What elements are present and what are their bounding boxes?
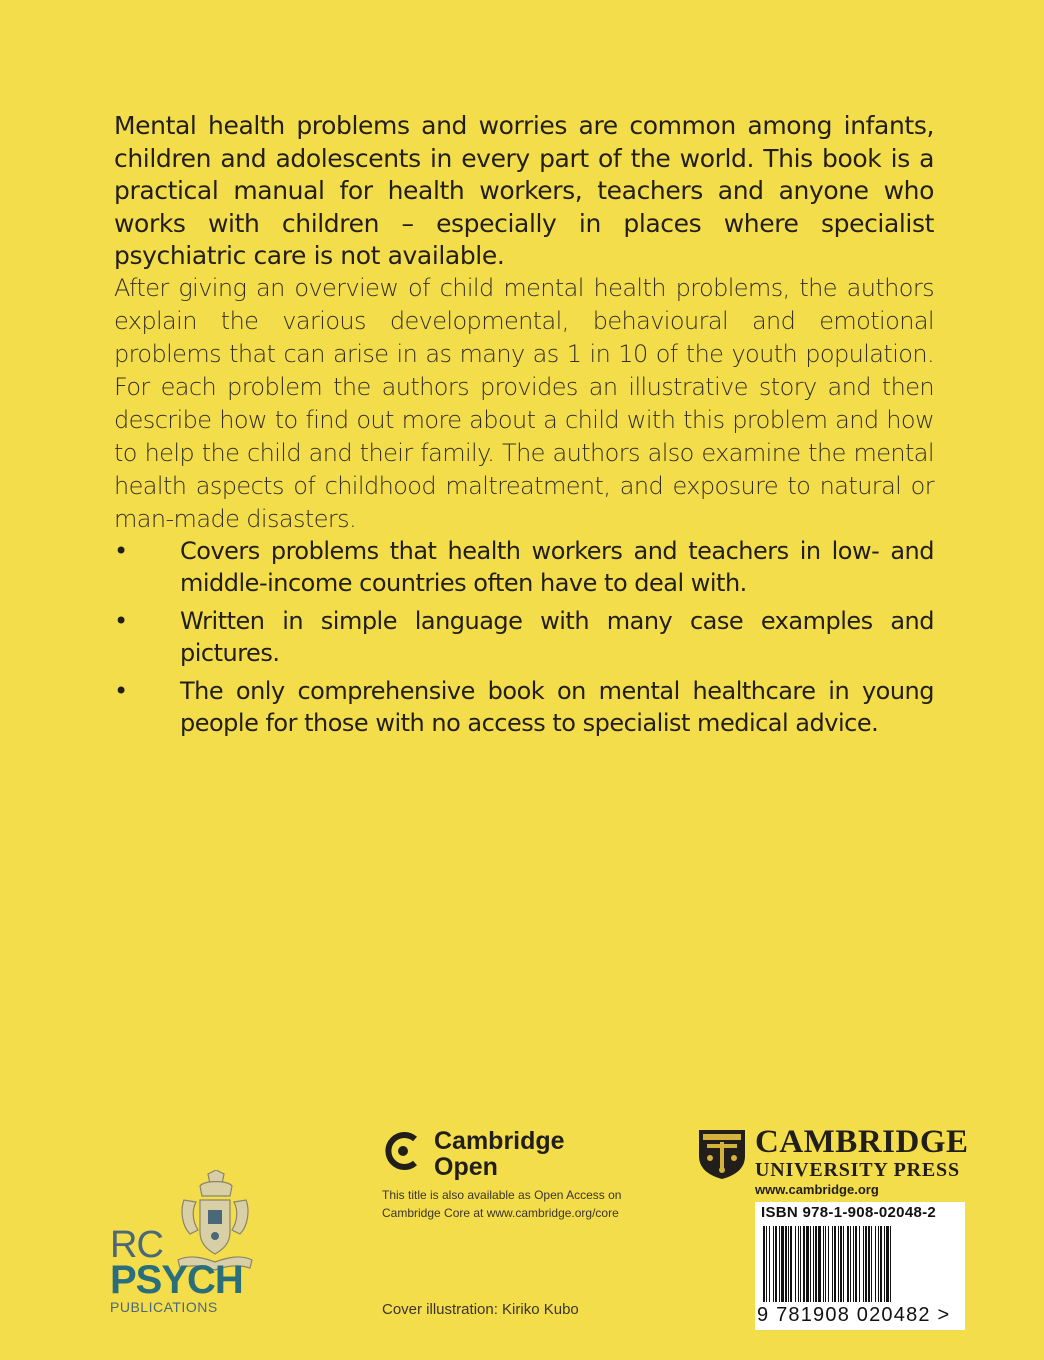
rcpsych-publications-logo: [110, 1170, 270, 1320]
barcode-bar: [863, 1226, 864, 1302]
barcode-bar: [813, 1226, 814, 1302]
barcode-bar: [810, 1226, 811, 1302]
barcode-bar: [878, 1226, 879, 1302]
barcode-bar: [788, 1226, 789, 1302]
barcode-icon: [761, 1226, 959, 1302]
barcode-bar: [859, 1226, 860, 1302]
barcode-bar: [825, 1226, 826, 1302]
description-paragraph: After giving an overview of child mental health problems, the authors explain the various developmental, behavioural and emotional problems that can arise in as many as 1 in 10 of the youth population. For each problem the authors provides an illustrative story and then describe how to find out more about a child with this problem and how to help the child and their family. The authors also examine the mental health aspects of childhood maltreatment, and exposure to natural or man-made disasters.: [114, 274, 934, 533]
barcode-bar: [800, 1226, 801, 1302]
barcode-bar: [855, 1226, 857, 1302]
list-item: [114, 675, 934, 739]
cambridge-open-line1: Cambridge: [434, 1127, 565, 1155]
isbn-barcode: [755, 1202, 965, 1330]
barcode-bar: [775, 1226, 777, 1302]
barcode-bar: [769, 1226, 770, 1302]
barcode-bar: [818, 1226, 821, 1302]
barcode-bar: [838, 1226, 839, 1302]
cambridge-shield-icon: [697, 1128, 747, 1180]
barcode-bar: [803, 1226, 805, 1302]
barcode-bar: [886, 1226, 889, 1302]
open-access-note-line2: Cambridge Core at www.cambridge.org/core: [382, 1206, 619, 1220]
barcode-bar: [779, 1226, 780, 1302]
publications-text: PUBLICATIONS: [110, 1299, 218, 1315]
barcode-bar: [850, 1226, 851, 1302]
list-item: [114, 605, 934, 669]
publisher-subtitle: UNIVERSITY PRESS: [755, 1159, 960, 1181]
intro-paragraph: Mental health problems and worries are common among infants, children and adolescents in every part of the world. This book is a practical manual for health workers, teachers and anyone who works with children – especially in places where specialist psychiatric care is not available.: [114, 111, 934, 270]
barcode-bar: [890, 1226, 891, 1302]
barcode-bar: [790, 1226, 792, 1302]
barcode-bar: [840, 1226, 842, 1302]
bullet-marker: •: [114, 677, 128, 705]
list-item-text: The only comprehensive book on mental healthcare in young people for those with no access to specialist medical advice.: [180, 677, 934, 737]
bullet-marker: •: [114, 537, 128, 565]
barcode-number: 9 781908 020482 >: [757, 1304, 951, 1326]
psych-text: PSYCH: [110, 1258, 243, 1302]
cover-illustration-credit: Cover illustration: Kiriko Kubo: [382, 1301, 579, 1318]
barcode-bar: [871, 1226, 872, 1302]
barcode-bar: [773, 1226, 774, 1302]
barcode-bar: [884, 1226, 885, 1302]
cambridge-open-title: [434, 1128, 565, 1180]
open-access-note-line1: This title is also available as Open Access on: [382, 1188, 622, 1202]
barcode-bar: [828, 1226, 829, 1302]
barcode-bar: [847, 1226, 849, 1302]
barcode-bar: [815, 1226, 817, 1302]
barcode-bar: [868, 1226, 870, 1302]
barcode-bar: [880, 1226, 882, 1302]
list-item-text: Written in simple language with many case examples and pictures.: [180, 607, 934, 667]
list-item-text: Covers problems that health workers and teachers in low- and middle-income countries often have to deal with.: [180, 537, 934, 597]
barcode-bar: [806, 1226, 809, 1302]
open-access-note: [382, 1186, 621, 1222]
barcode-bar: [875, 1226, 876, 1302]
bullet-marker: •: [114, 607, 128, 635]
publisher-name: CAMBRIDGE: [755, 1124, 969, 1160]
rc-text: RC: [110, 1224, 163, 1266]
barcode-bar: [865, 1226, 867, 1302]
barcode-bar: [834, 1226, 836, 1302]
feature-list: [114, 535, 934, 745]
barcode-bar: [781, 1226, 784, 1302]
barcode-bar: [763, 1226, 765, 1302]
cambridge-open-line2: Open: [434, 1153, 498, 1181]
barcode-bar: [795, 1226, 796, 1302]
barcode-bar: [843, 1226, 844, 1302]
publisher-url: www.cambridge.org: [755, 1182, 879, 1197]
barcode-bar: [832, 1226, 833, 1302]
isbn-label: ISBN 978-1-908-02048-2: [761, 1204, 937, 1221]
cambridge-open-icon: [382, 1130, 424, 1172]
list-item: [114, 535, 934, 599]
barcode-bar: [766, 1226, 767, 1302]
barcode-bar: [798, 1226, 799, 1302]
barcode-bar: [823, 1226, 824, 1302]
barcode-bar: [853, 1226, 854, 1302]
barcode-bar: [785, 1226, 787, 1302]
